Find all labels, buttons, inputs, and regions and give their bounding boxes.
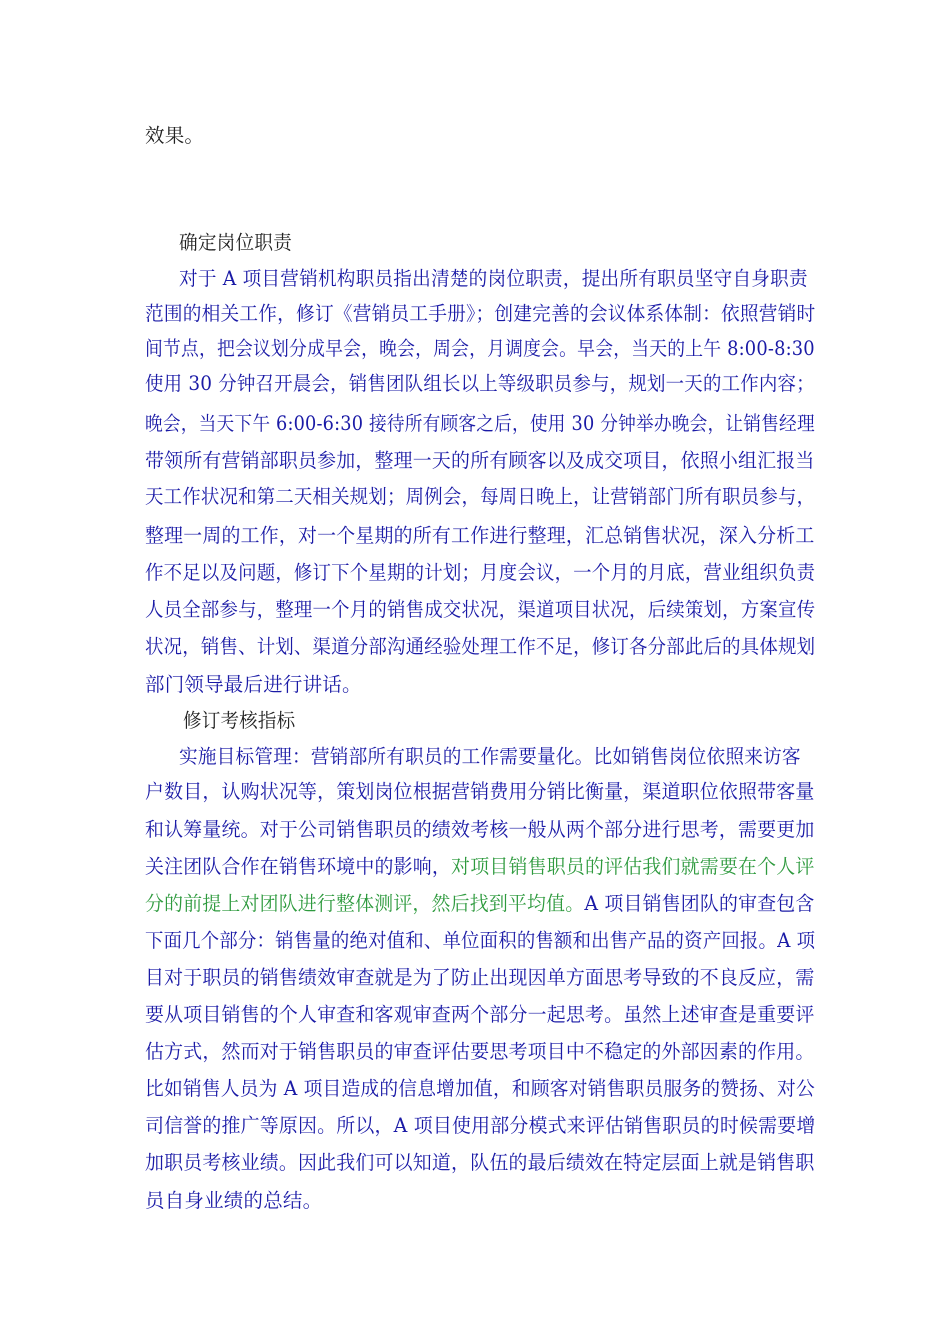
paragraph-line	[145, 997, 815, 1033]
paragraph-line	[145, 1071, 815, 1107]
text-segment: 户数目，认购状况等，策划岗位根据营销费用分销比衡量，渠道职位依照带客量	[145, 780, 815, 803]
text-segment: 员自身业绩的总结。	[145, 1189, 323, 1212]
paragraph-line	[145, 366, 815, 402]
heading-text: 修订考核指标	[183, 709, 296, 732]
text-segment: 人员全部参与，整理一个月的销售成交状况，渠道项目状况，后续策划，方案宣传	[145, 598, 816, 621]
text-segment: 加职员考核业绩。因此我们可以知道，队伍的最后绩效在特定层面上就是销售职	[145, 1151, 815, 1174]
text-segment: 和认筹量统。对于公司销售职员的绩效考核一般从两个部分进行思考，需要更加	[145, 818, 815, 841]
highlighted-text-segment: 对项目销售职员的评估我们就需要在个人评	[451, 855, 815, 878]
text-segment: 作不足以及问题，修订下个星期的计划；月度会议，一个月的月底，营业组织负责	[145, 561, 816, 584]
paragraph-line	[145, 812, 815, 848]
paragraph-fragment	[145, 118, 810, 154]
text-segment: 范围的相关工作，修订《营销员工手册》；创建完善的会议体系体制：依照营销时	[145, 302, 816, 325]
paragraph-line	[145, 592, 816, 628]
paragraph-line	[145, 1145, 815, 1181]
paragraph-line	[179, 739, 815, 775]
paragraph-line	[145, 923, 816, 959]
text-segment: 间节点，把会议划分成早会，晚会，周会，月调度会。早会，当天的上午 8:00-8:30	[145, 337, 815, 360]
paragraph-line	[145, 774, 815, 810]
text-segment: 下面几个部分：销售量的绝对值和、单位面积的售额和出售产品的资产回报。A 项	[145, 929, 816, 952]
text-segment: 要从项目销售的个人审查和客观审查两个部分一起思考。虽然上述审查是重要评	[145, 1003, 815, 1026]
text-segment: 部门领导最后进行讲话。	[145, 673, 362, 696]
text-segment: 整理一周的工作，对一个星期的所有工作进行整理，汇总销售状况，深入分析工	[145, 524, 815, 547]
heading-text: 确定岗位职责	[179, 231, 293, 254]
text-segment: 目对于职员的销售绩效审查就是为了防止出现因单方面思考导致的不良反应，需	[145, 966, 815, 989]
text-segment: 关注团队合作在销售环境中的影响，	[145, 855, 452, 878]
text-segment: 实施目标管理：营销部所有职员的工作需要量化。比如销售岗位依照来访客	[179, 745, 801, 768]
text-segment: 带领所有营销部职员参加，整理一天的所有顾客以及成交项目，依照小组汇报当	[145, 449, 815, 472]
text-segment: 使用 30 分钟召开晨会，销售团队组长以上等级职员参与，规划一天的工作内容；	[145, 372, 815, 395]
text-segment: 对于 A 项目营销机构职员指出清楚的岗位职责，提出所有职员坚守自身职责	[179, 267, 808, 290]
section-heading-job-duties	[179, 225, 815, 261]
text-segment: 状况，销售、计划、渠道分部沟通经验处理工作不足，修订各分部此后的具体规划	[145, 635, 816, 658]
text-segment: 晚会，当天下午 6:00-6:30 接待所有顾客之后，使用 30 分钟举办晚会，让销售经理	[145, 412, 815, 435]
text-segment: 效果。	[145, 124, 205, 147]
text-segment: 估方式，然而对于销售职员的审查评估要思考项目中不稳定的外部因素的作用。	[145, 1040, 815, 1063]
paragraph-line	[145, 406, 815, 442]
paragraph-line	[145, 331, 815, 367]
paragraph-line	[145, 886, 815, 922]
text-segment: A 项目销售团队的审查包含	[584, 892, 815, 915]
paragraph-line	[179, 261, 815, 297]
paragraph-line	[145, 555, 816, 591]
paragraph-line	[145, 849, 815, 885]
paragraph-line	[145, 1108, 816, 1144]
section-heading-assessment-indicators	[183, 703, 815, 739]
paragraph-line	[145, 443, 815, 479]
paragraph-line	[145, 629, 816, 665]
text-segment: 天工作状况和第二天相关规划；周例会，每周日晚上，让营销部门所有职员参与，	[145, 485, 816, 508]
paragraph-line	[145, 1034, 815, 1070]
paragraph-line	[145, 960, 815, 996]
paragraph-line	[145, 479, 816, 515]
paragraph-line	[145, 1183, 810, 1219]
highlighted-text-segment: 分的前提上对团队进行整体测评，然后找到平均值。	[145, 892, 585, 915]
paragraph-line	[145, 296, 816, 332]
paragraph-line	[145, 518, 815, 554]
paragraph-line	[145, 667, 810, 703]
text-segment: 司信誉的推广等原因。所以，A 项目使用部分模式来评估销售职员的时候需要增	[145, 1114, 816, 1137]
text-segment: 比如销售人员为 A 项目造成的信息增加值，和顾客对销售职员服务的赞扬、对公	[145, 1077, 815, 1100]
